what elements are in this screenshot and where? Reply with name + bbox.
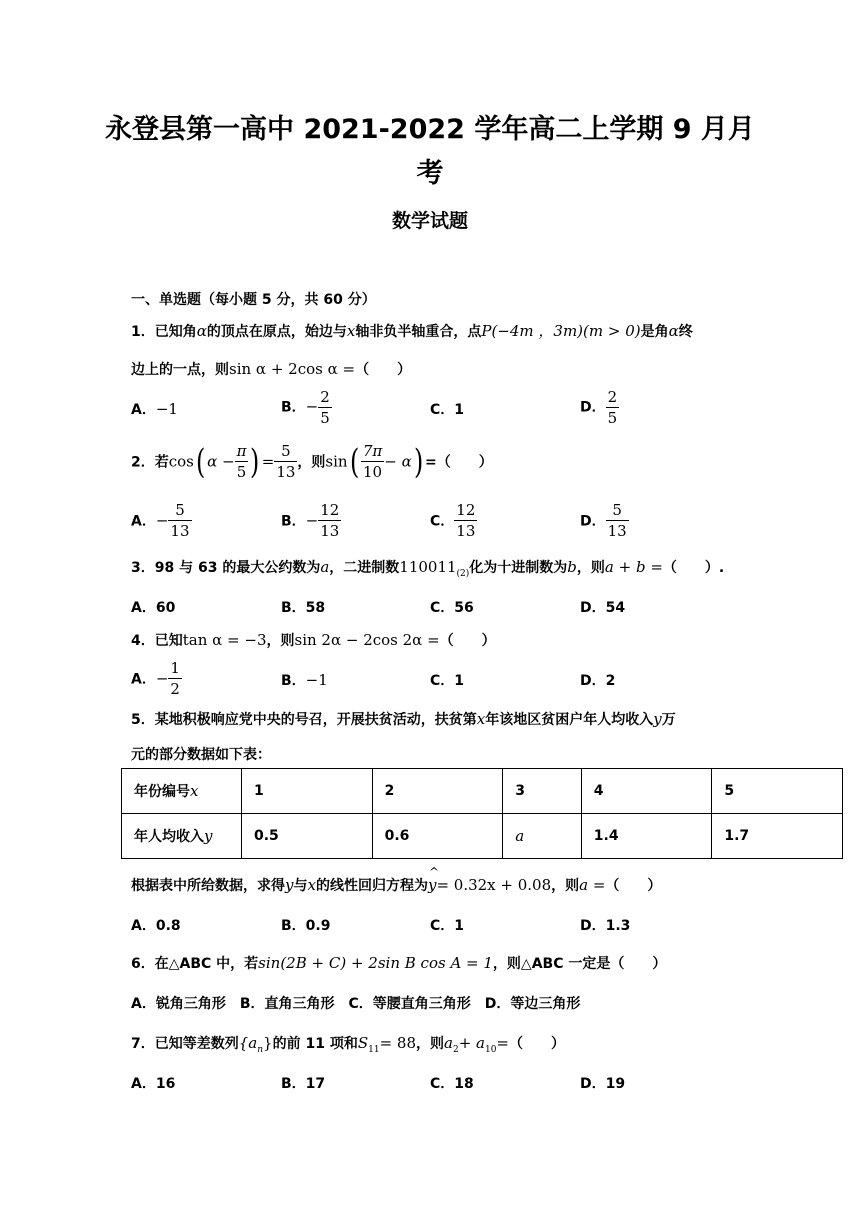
- q1-line2-a: 边上的一点，则: [131, 362, 229, 378]
- question-4: [131, 630, 496, 650]
- q2-option-b-sign: −: [305, 511, 319, 530]
- q2-ratio-num: 5: [274, 441, 297, 462]
- q5-option-d: D．1.3: [580, 918, 631, 934]
- q2-right-paren-2: ): [413, 441, 423, 482]
- q4-option-b-label: B．: [281, 673, 306, 689]
- q5-option-b: B．0.9: [281, 918, 331, 934]
- q2-option-d-fraction: [606, 500, 629, 541]
- q5-line1-a: 5．某地积极响应党中央的号召，开展扶贫活动，扶贫第: [131, 712, 477, 728]
- question-6: [131, 953, 666, 973]
- q2-option-a-label: A．: [131, 513, 156, 530]
- q4-expr-1: tan α = −3: [182, 631, 267, 649]
- q7-s: S: [357, 1034, 369, 1052]
- q2-right-paren-1: ): [250, 441, 260, 482]
- q7-s-eq: = 88: [379, 1034, 416, 1052]
- section-heading: 一、单选题（每小题 5 分，共 60 分）: [131, 292, 376, 308]
- q3-text-a: 3．98 与 63 的最大公约数为: [131, 560, 321, 576]
- q2-option-c-num: 12: [456, 501, 476, 519]
- q7-end: （ ）: [509, 1036, 565, 1052]
- question-5-line-1: [131, 709, 676, 729]
- table-cell: 2: [372, 769, 503, 814]
- q3-text-d: ，则: [576, 560, 605, 576]
- q1-expr: sin α + 2cos α =: [229, 360, 356, 378]
- q7-seq-end: }: [263, 1034, 273, 1052]
- q2-s-num: 7π: [362, 442, 383, 460]
- q1-text-a: 1．已知角: [131, 324, 197, 340]
- row1-label: 年份编号: [134, 784, 190, 800]
- q7-seq-sub: n: [257, 1045, 264, 1055]
- q3-option-d: D．54: [580, 600, 626, 616]
- q5-y-hat: ^ y: [428, 876, 436, 894]
- q2-prefix: 2．若: [131, 454, 169, 471]
- q1-option-b-sign: −: [305, 397, 319, 416]
- q2-option-c-fraction: [454, 500, 477, 541]
- q4-option-d: D．2: [580, 673, 616, 689]
- q1-text-c: 轴非负半轴重合，点: [355, 324, 482, 340]
- q2-option-d-label: D．: [580, 513, 606, 530]
- q4-text-b: ，则: [266, 633, 295, 649]
- q2-five: 5: [236, 463, 247, 481]
- q6-text-a: 6．在△ABC 中，若: [131, 956, 259, 972]
- q1-alpha: α: [196, 322, 207, 340]
- q7-text-a: 7．已知等差数列: [131, 1036, 239, 1052]
- table-cell: 1: [242, 769, 373, 814]
- q5-line1-c: 万: [661, 712, 676, 728]
- q4-option-a-fraction: [168, 658, 182, 699]
- q4-option-a: [131, 658, 182, 699]
- q2-seven-pi-over-10: [361, 441, 384, 482]
- q7-plus-a: + a: [458, 1034, 485, 1052]
- q2-option-b-num: 12: [320, 501, 340, 519]
- q2-minus-alpha: − α: [384, 452, 412, 471]
- q1-option-b: [281, 387, 332, 428]
- q1-option-c: [430, 399, 464, 419]
- q1-option-b-fraction: [318, 387, 332, 428]
- exam-title-line-1: 永登县第一高中 2021-2022 学年高二上学期 9 月月: [105, 114, 755, 145]
- q3-text-b: ，二进制数: [329, 560, 400, 576]
- q2-ratio: [274, 441, 297, 482]
- exam-title-line-2: 考: [416, 158, 444, 189]
- q7-option-d: D．19: [580, 1076, 626, 1092]
- q2-left-paren-2: (: [349, 441, 359, 482]
- q2-option-a-num: 5: [168, 500, 191, 521]
- q2-option-c-label: C．: [430, 513, 455, 530]
- question-3: [131, 557, 724, 579]
- q2-option-a: [131, 500, 192, 541]
- q2-end: =（ ）: [424, 454, 493, 471]
- q2-option-a-den: 13: [170, 522, 190, 540]
- q1-option-b-den: 5: [320, 409, 330, 427]
- q4-option-b: [281, 670, 328, 690]
- q1-option-a: [131, 399, 178, 419]
- table-header-cell: [122, 814, 242, 859]
- q2-s-den: 10: [363, 463, 383, 481]
- q2-option-b-den: 13: [320, 522, 340, 540]
- q2-inner-1: α −: [207, 452, 235, 471]
- q3-text-c: 化为十进制数为: [469, 560, 568, 576]
- q1-option-a-value: −1: [155, 400, 178, 418]
- q3-option-c: C．56: [430, 600, 474, 616]
- table-row: [122, 814, 843, 859]
- row2-var: y: [204, 827, 213, 845]
- exam-subtitle: 数学试题: [391, 210, 468, 232]
- q2-sin: sin: [325, 452, 348, 471]
- q4-option-c: C．1: [430, 673, 465, 689]
- q4-text-a: 4．已知: [131, 633, 183, 649]
- q5-after-y: y: [285, 876, 294, 894]
- q7-option-a: A．16: [131, 1076, 176, 1092]
- table-cell: 1.4: [581, 814, 712, 859]
- q5-data-table: [121, 768, 843, 859]
- q2-option-b-fraction: [318, 500, 341, 541]
- q1-text-b: 的顶点在原点，始边与: [206, 324, 347, 340]
- q1-option-c-label: C．: [430, 402, 455, 418]
- q1-option-d-num: 2: [607, 388, 618, 406]
- q5-option-a: A．0.8: [131, 918, 181, 934]
- table-cell: 1.7: [712, 814, 843, 859]
- q3-binary-base: (2): [456, 569, 470, 579]
- q7-a2: a: [444, 1034, 453, 1052]
- q7-option-c: C．18: [430, 1076, 474, 1092]
- q5-end: （ ）: [605, 878, 662, 894]
- table-cell: 3: [503, 769, 582, 814]
- q2-option-c-den: 13: [456, 522, 476, 540]
- q2-equals: =: [261, 452, 275, 471]
- q4-option-a-label: A．: [131, 671, 156, 688]
- table-cell: 0.6: [372, 814, 503, 859]
- q2-option-b-label: B．: [281, 513, 306, 530]
- q3-option-a: A．60: [131, 600, 176, 616]
- table-cell: a: [503, 814, 582, 859]
- question-7: [131, 1033, 565, 1055]
- q5-x: x: [476, 710, 486, 728]
- q3-binary: 110011: [399, 558, 457, 576]
- q2-pi-over-5: [235, 441, 249, 482]
- q1-point: P(−4m ，3m)(m > 0): [481, 322, 641, 340]
- q2-pi: π: [236, 442, 247, 460]
- q4-expr-2: sin 2α − 2cos 2α =: [294, 631, 440, 649]
- q5-option-c: C．1: [430, 918, 465, 934]
- table-cell: 0.5: [242, 814, 373, 859]
- row2-label: 年人均收入: [134, 829, 204, 845]
- q1-text-d: 是角: [640, 324, 669, 340]
- q1-blank: （ ）: [355, 362, 412, 378]
- q2-mid: ，则: [297, 454, 326, 471]
- q3-b: b: [567, 558, 577, 576]
- q7-text-c: ，则: [416, 1036, 444, 1052]
- q2-left-paren-1: (: [195, 441, 206, 482]
- table-cell: 5: [712, 769, 843, 814]
- table-header-cell: [122, 769, 242, 814]
- q2-cos: cos: [168, 452, 194, 471]
- q5-after-e: a =: [579, 876, 606, 894]
- question-2: [131, 441, 493, 482]
- q1-alpha-2: α: [668, 322, 679, 340]
- q4-option-a-num: 1: [170, 659, 180, 677]
- q6-options: A．锐角三角形 B．直角三角形 C．等腰直角三角形 D．等边三角形: [131, 996, 581, 1012]
- q4-option-a-sign: −: [155, 669, 169, 688]
- q2-option-d: [580, 500, 629, 541]
- table-cell: 4: [581, 769, 712, 814]
- q3-expr: a + b =: [604, 558, 663, 576]
- q3-end: （ ）.: [662, 560, 725, 576]
- question-5-line-3: [131, 875, 661, 895]
- q5-after-x: x: [307, 876, 316, 894]
- q2-option-c: [430, 500, 477, 541]
- q7-s-sub: 11: [368, 1045, 380, 1055]
- q1-option-d-label: D．: [580, 399, 606, 416]
- q4-option-b-value: −1: [305, 671, 328, 689]
- q7-text-b: 的前 11 项和: [272, 1036, 358, 1052]
- q1-option-b-num: 2: [320, 388, 330, 406]
- q1-text-e: 终: [678, 324, 693, 340]
- q7-a2-sub: 2: [452, 1045, 459, 1055]
- q5-after-b: 与: [293, 878, 308, 894]
- q5-after-a: 根据表中所给数据，求得: [131, 878, 285, 894]
- q1-option-d-fraction: [606, 387, 620, 428]
- row1-var: x: [190, 782, 199, 800]
- q5-after-d: ，则: [551, 878, 580, 894]
- q6-text-b: ，则△ABC 一定是（ ）: [492, 956, 667, 972]
- table-row: [122, 769, 843, 814]
- q2-option-d-den: 13: [607, 522, 627, 540]
- q2-option-a-sign: −: [155, 511, 169, 530]
- q7-seq: {a: [238, 1034, 258, 1052]
- question-1-line-2: [131, 359, 411, 379]
- q7-a10-sub: 10: [484, 1045, 497, 1055]
- q4-end: （ ）: [439, 633, 496, 649]
- q5-after-c: 的线性回归方程为: [315, 878, 428, 894]
- q1-option-b-label: B．: [281, 399, 306, 416]
- q1-x: x: [346, 322, 356, 340]
- question-5-line-2: 元的部分数据如下表：: [131, 747, 271, 763]
- q6-expr: sin(2B + C) + 2sin B cos A = 1: [258, 954, 493, 972]
- q5-line1-b: 年该地区贫困户年人均收入: [485, 712, 654, 728]
- q1-option-a-label: A．: [131, 402, 156, 418]
- q3-a: a: [320, 558, 330, 576]
- q2-option-a-fraction: [168, 500, 191, 541]
- q7-eq: =: [496, 1034, 509, 1052]
- q1-option-c-value: 1: [454, 402, 465, 418]
- q2-option-d-num: 5: [606, 500, 629, 521]
- q5-y: y: [653, 710, 662, 728]
- q3-option-b: B．58: [281, 600, 326, 616]
- question-1-line-1: [131, 320, 693, 341]
- q1-option-d: [580, 387, 619, 428]
- q1-option-d-den: 5: [607, 409, 618, 427]
- q4-option-a-den: 2: [170, 680, 180, 698]
- q2-ratio-den: 13: [276, 463, 296, 481]
- q5-equation: = 0.32x + 0.08: [436, 876, 552, 894]
- q7-option-b: B．17: [281, 1076, 326, 1092]
- q2-option-b: [281, 500, 341, 541]
